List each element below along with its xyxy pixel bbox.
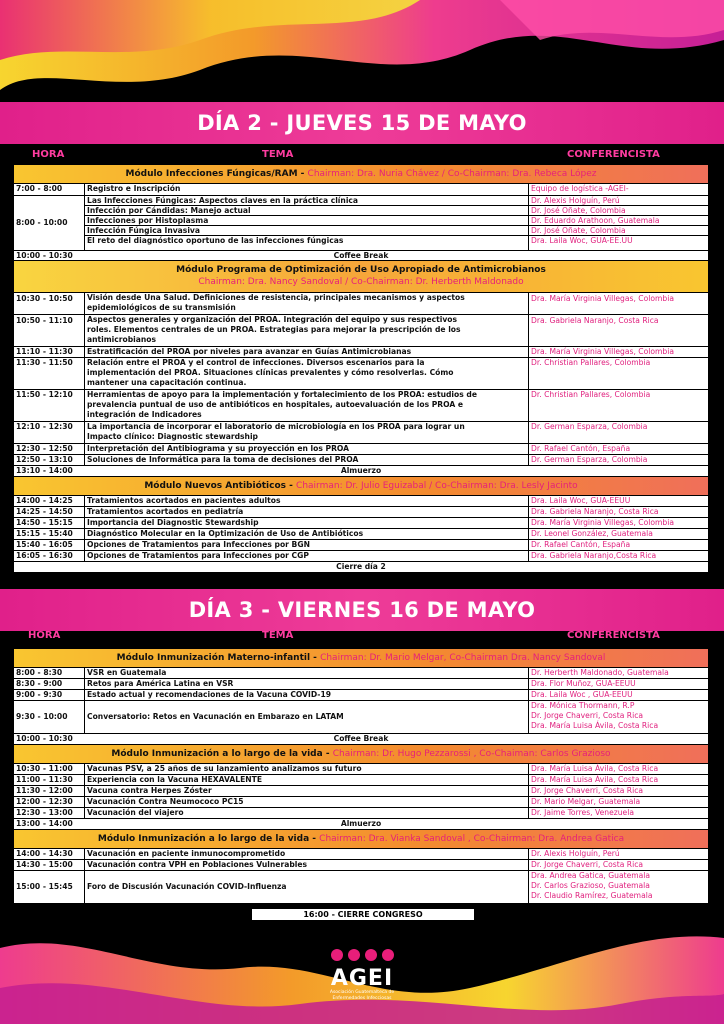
table-row: 10:30 - 11:00 Vacunas PSV, a 25 años de su lanzamiento analizamos su futuro Dra. María Luisa Ávila, Costa Rica [14, 764, 708, 775]
table-row: 15:15 - 15:40 Diagnóstico Molecular en la Optimización de Uso de Antibióticos Dr. Leonel González, Guatemala [14, 529, 708, 540]
col-tema: TEMA [262, 630, 294, 641]
day3-title: DÍA 3 - VIERNES 16 DE MAYO [0, 589, 724, 631]
agei-logo [311, 946, 413, 1002]
table-row: 15:40 - 16:05 Opciones de Tratamientos para Infecciones por BGN Dr. Rafael Cantón, España [14, 540, 708, 551]
day2-schedule-table [14, 165, 708, 573]
lunch-row: 13:10 - 14:00 Almuerzo [14, 466, 708, 477]
table-row: 14:25 - 14:50 Tratamientos acortados en pediatría Dra. Gabriela Naranjo, Costa Rica [14, 507, 708, 518]
table-row: 14:00 - 14:25 Tratamientos acortados en pacientes adultos Dra. Laila Woc, GUA-EEUU [14, 496, 708, 507]
table-row: 14:30 - 15:00 Vacunación contra VPH en Poblaciones Vulnerables Dr. Jorge Chaverri, Costa Rica [14, 860, 708, 871]
table-row: 10:50 - 11:10 Aspectos generales y organización del PROA. Integración del equipo y sus respectivos roles. Elementos centrales de un PROA. Estrategias para mejorar la prescripción de los antimicrobianos Dra. Gabriela Naranjo, Costa Rica [14, 315, 708, 347]
coffee-break-row: 10:00 - 10:30 Coffee Break [14, 251, 708, 261]
table-row: 7:00 - 8:00 Registro e Inscripción Equipo de logística -AGEI- [14, 184, 708, 196]
congress-closing-banner: 16:00 - CIERRE CONGRESO [252, 909, 474, 920]
logo-subtitle-1: Asociación Guatemalteca de [329, 990, 395, 995]
col-hora: HORA [28, 630, 61, 641]
module-header: Módulo Inmunización a lo largo de la vida - Chairman: Dr. Hugo Pezzarossi , Co-Chaiman: Carlos Grazioso [14, 745, 708, 764]
col-hora: HORA [32, 149, 65, 160]
table-row: 9:30 - 10:00 Conversatorio: Retos en Vacunación en Embarazo en LATAM Dra. Mónica Thormann, R.P Dr. Jorge Chaverri, Costa Rica Dra. María Luisa Ávila, Costa Rica [14, 701, 708, 734]
table-row: 9:00 - 9:30 Estado actual y recomendaciones de la Vacuna COVID-19 Dra. Laila Woc , GUA-EEUU [14, 690, 708, 701]
table-row: 12:30 - 13:00 Vacunación del viajero Dr. Jaime Torres, Venezuela [14, 808, 708, 819]
table-row: 11:00 - 11:30 Experiencia con la Vacuna HEXAVALENTE Dra. María Luisa Ávila, Costa Rica [14, 775, 708, 786]
table-row: 11:30 - 12:00 Vacuna contra Herpes Zóster Dr. Jorge Chaverri, Costa Rica [14, 786, 708, 797]
logo-text: AGEI [330, 966, 394, 991]
table-row: 12:30 - 12:50 Interpretación del Antibiograma y su proyección en los PROA Dr. Rafael Cantón, España [14, 444, 708, 455]
day2-closing-row: Cierre día 2 [14, 562, 708, 573]
module-header: Módulo Inmunización Materno-infantil - Chairman: Dr. Mario Melgar, Co-Chairman Dra. Nancy Sandoval [14, 649, 708, 668]
table-row: 10:30 - 10:50 Visión desde Una Salud. Definiciones de resistencia, principales mecanismos y aspectos epidemiológicos de su transmisión Dra. María Virginia Villegas, Colombia [14, 293, 708, 315]
day3-schedule-table [14, 649, 708, 904]
table-row: 15:00 - 15:45 Foro de Discusión Vacunación COVID-Influenza Dra. Andrea Gatica, Guatemala Dr. Carlos Grazioso, Guatemala Dr. Claudio Ramírez, Guatemala [14, 871, 708, 904]
table-row: 12:10 - 12:30 La importancia de incorporar el laboratorio de microbiología en los PROA para lograr un Impacto clínico: Diagnostic stewardship Dr. German Esparza, Colombia [14, 422, 708, 444]
table-row: 16:05 - 16:30 Opciones de Tratamientos para Infecciones por CGP Dra. Gabriela Naranjo,Costa Rica [14, 551, 708, 562]
table-row: 11:50 - 12:10 Herramientas de apoyo para la implementación y fortalecimiento de los PROA: estudios de prevalencia puntual de uso de antibióticos en hospitales, autoevaluación de los PROA e integración de Indicadores Dr. Christian Pallares, Colombia [14, 390, 708, 422]
table-row: 12:00 - 12:30 Vacunación Contra Neumococo PC15 Dr. Mario Melgar, Guatemala [14, 797, 708, 808]
col-conferencista: CONFERENCISTA [567, 630, 660, 641]
session-group: 8:00 - 10:00 Las Infecciones Fúngicas: Aspectos claves en la práctica clínica Dr. Alexis Holguín, Perú Infección por Cándidas: Manejo actual Dr. José Oñate, Colombia Infecciones por Histoplasma Dr. Eduardo Arathoon, Guatemala Infección Fúngica Invasiva Dr. José Oñate, Colombia El reto del diagnóstico oportuno de las infecciones fúngicas Dra. Laila Woc, GUA-EE.UU [14, 196, 708, 251]
table-row: 8:30 - 9:00 Retos para América Latina en VSR Dra. Flor Muñoz, GUA-EEUU [14, 679, 708, 690]
day2-column-headers [0, 146, 724, 164]
table-row: 14:50 - 15:15 Importancia del Diagnostic Stewardship Dra. María Virginia Villegas, Colombia [14, 518, 708, 529]
table-row: 11:30 - 11:50 Relación entre el PROA y el control de infecciones. Diversos escenarios para la implementación del PROA. Situaciones clínicas prevalentes y cómo resolverlas. Cómo mantener una capacitación continua. Dr. Christian Pallares, Colombia [14, 358, 708, 390]
module-header: Módulo Programa de Optimización de Uso Apropiado de Antimicrobianos Chairman: Dra. Nancy Sandoval / Co-Chairman: Dr. Herberth Maldonado [14, 261, 708, 293]
logo-subtitle-2: Enfermedades Infecciosas [332, 996, 392, 1001]
col-tema: TEMA [262, 149, 294, 160]
top-wave-decoration [0, 0, 724, 100]
table-row: 8:00 - 8:30 VSR en Guatemala Dr. Herberth Maldonado, Guatemala [14, 668, 708, 679]
day3-column-headers [0, 627, 724, 645]
table-row: 14:00 - 14:30 Vacunación en paciente inmunocomprometido Dr. Alexis Holguín, Perú [14, 849, 708, 860]
col-conferencista: CONFERENCISTA [567, 149, 660, 160]
module-header: Módulo Nuevos Antibióticos - Chairman: Dr. Julio Eguizabal / Co-Chairman: Dra. Lesly Jacinto [14, 477, 708, 496]
table-row: 11:10 - 11:30 Estratificación del PROA por niveles para avanzar en Guías Antimicrobianas Dra. María Virginia Villegas, Colombia [14, 347, 708, 358]
day2-title: DÍA 2 - JUEVES 15 DE MAYO [0, 102, 724, 144]
lunch-row: 13:00 - 14:00 Almuerzo [14, 819, 708, 830]
module-header: Módulo Inmunización a lo largo de la vida - Chairman: Dra. Vianka Sandoval , Co-Chairman: Dra. Andrea Gatica [14, 830, 708, 849]
coffee-break-row: 10:00 - 10:30 Coffee Break [14, 734, 708, 745]
module-header: Módulo Infecciones Fúngicas/RAM - Chairman: Dra. Nuria Chávez / Co-Chairman: Dra. Rebeca López [14, 165, 708, 184]
table-row: 12:50 - 13:10 Soluciones de Informática para la toma de decisiones del PROA Dr. German Esparza, Colombia [14, 455, 708, 466]
logo-icon [327, 946, 397, 964]
